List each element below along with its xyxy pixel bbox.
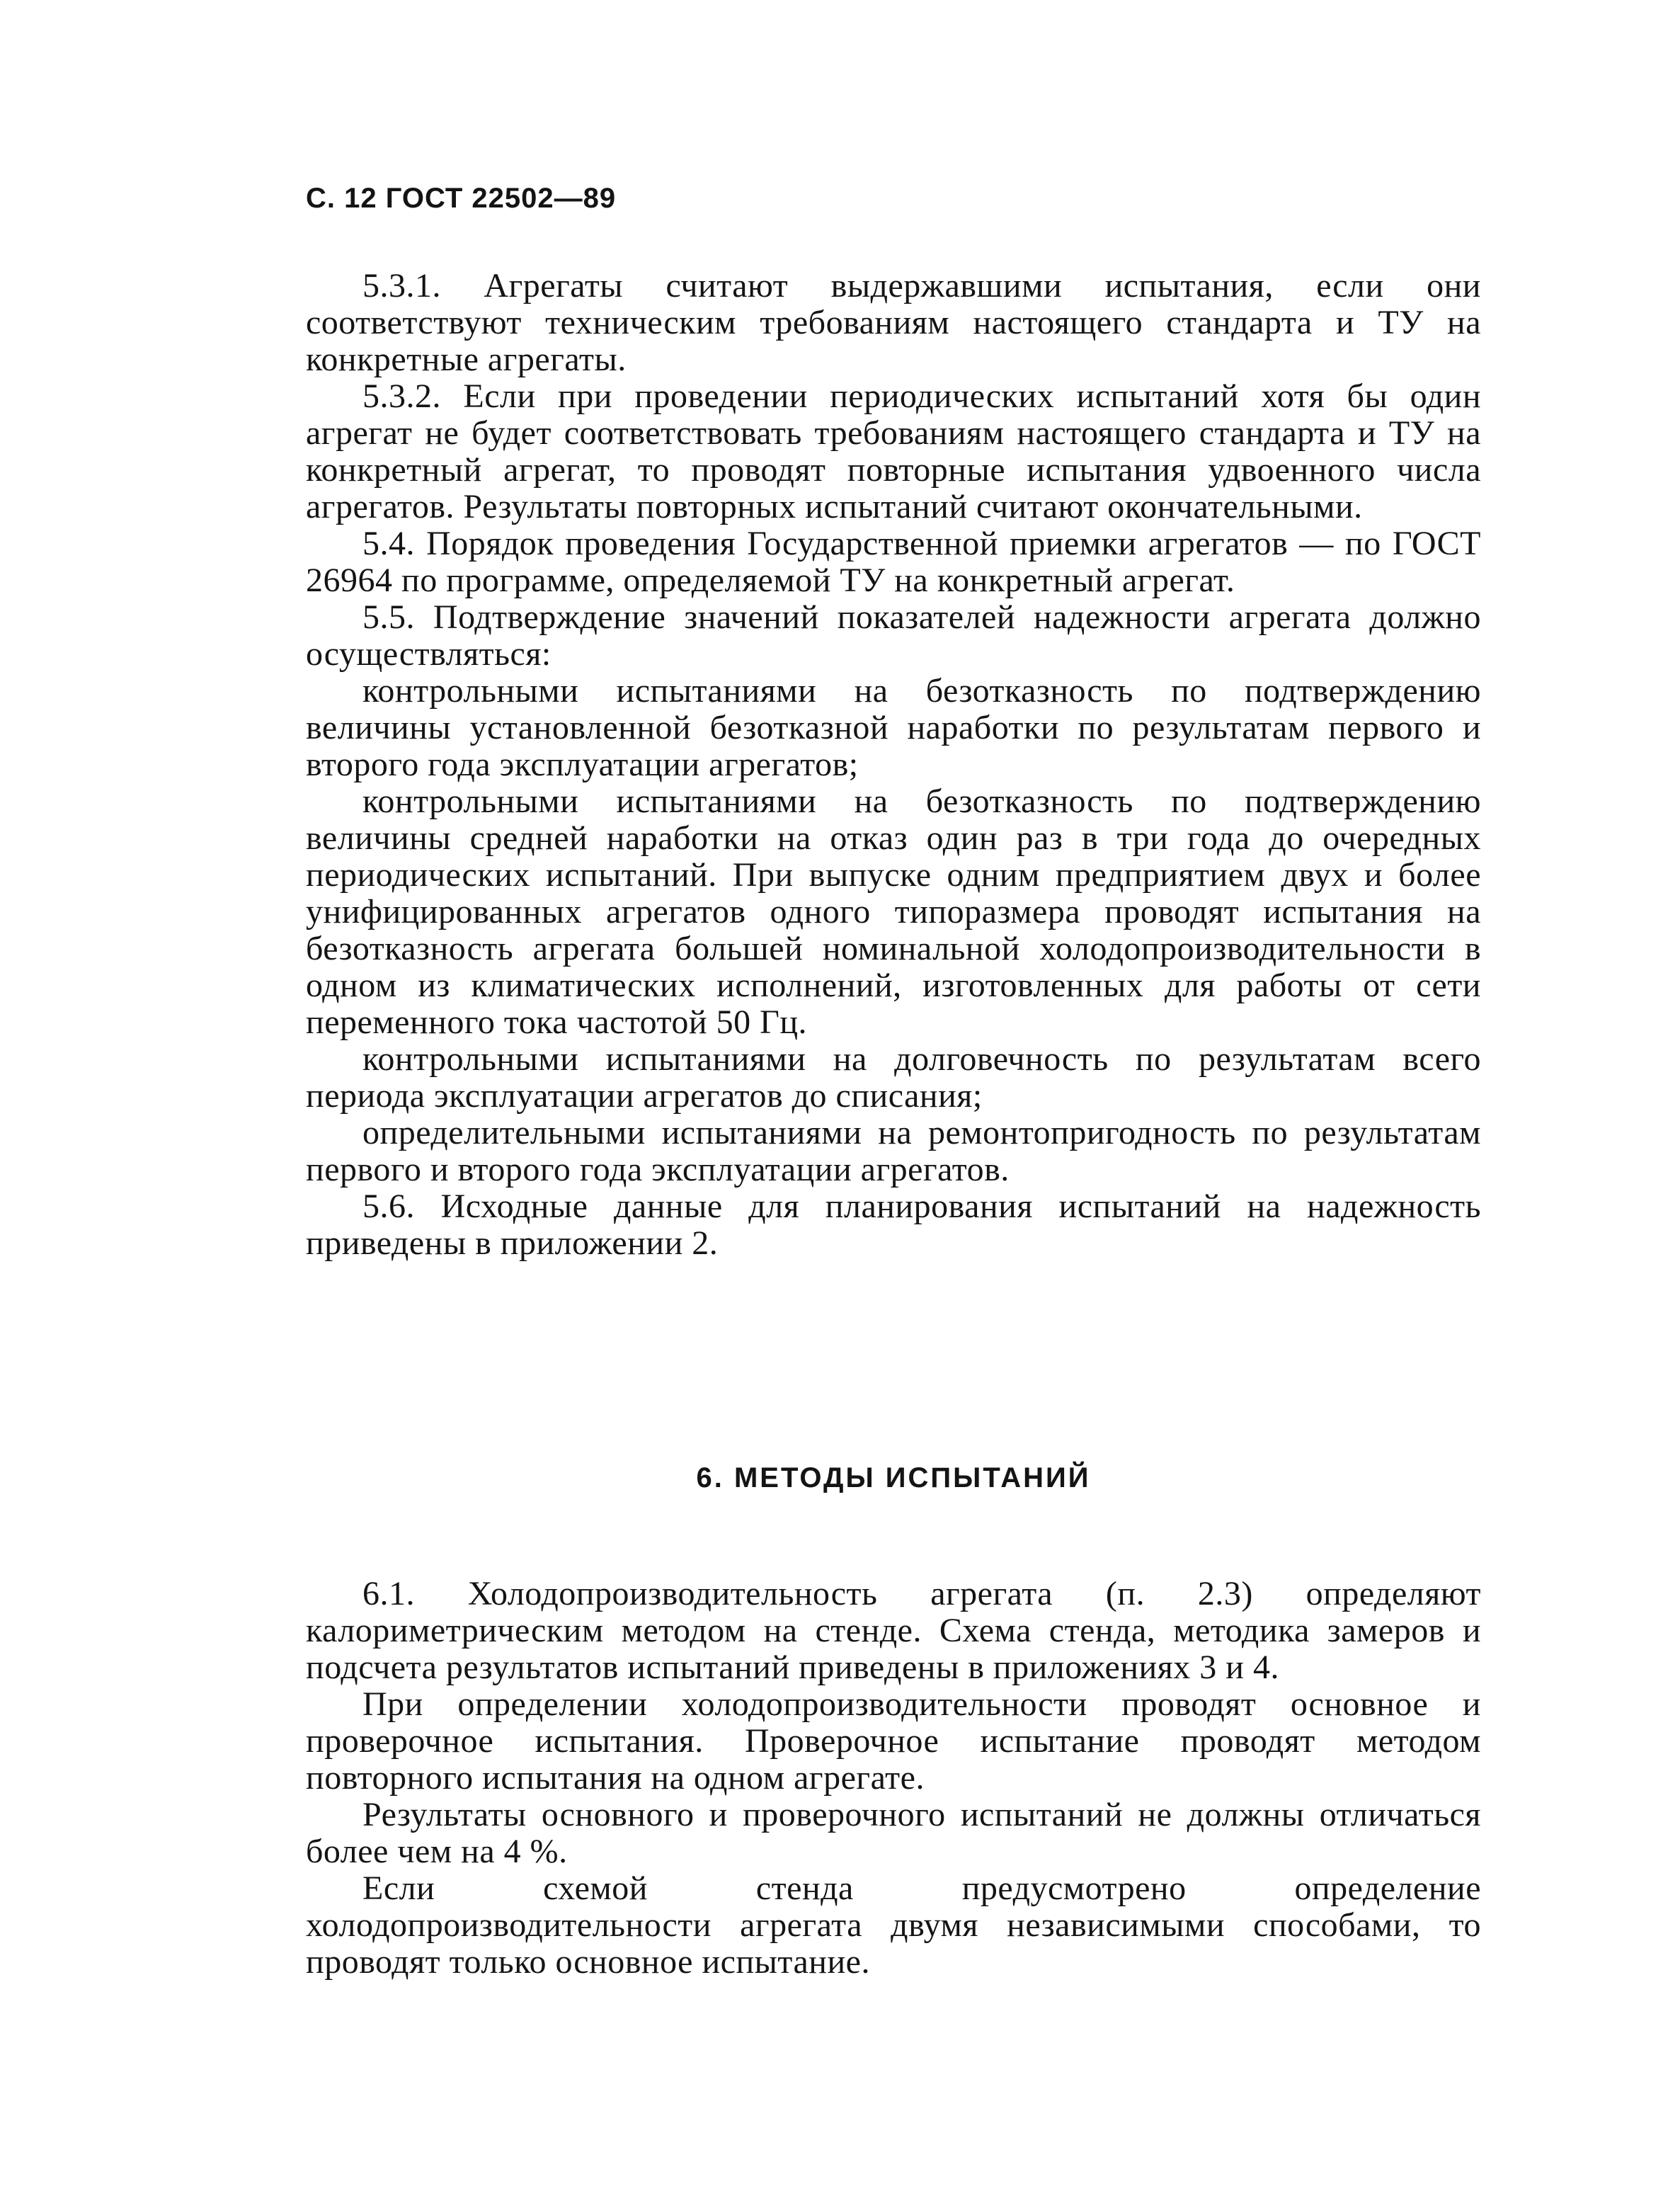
running-head: С. 12 ГОСТ 22502—89 — [306, 183, 617, 214]
paragraph-5-5-item-d: определительными испытаниями на ремонтопригодность по результатам первого и второго года эксплуатации агрегатов. — [306, 1114, 1481, 1188]
paragraph-6-1-a: При определении холодопроизводительности проводят основное и проверочное испытания. Проверочное испытание проводят методом повторного испытания на одном агрегате. — [306, 1685, 1481, 1797]
section-6-heading: 6. МЕТОДЫ ИСПЫТАНИЙ — [696, 1462, 1091, 1493]
paragraph-5-5-item-a: контрольными испытаниями на безотказность по подтверждению величины установленной безотказной наработки по результатам первого и второго года эксплуатации агрегатов; — [306, 672, 1481, 783]
paragraph-6-1-c: Если схемой стенда предусмотрено определение холодопроизводительности агрегата двумя независимыми способами, то проводят только основное испытание. — [306, 1869, 1481, 1981]
paragraph-5-5: 5.5. Подтверждение значений показателей надежности агрегата должно осуществляться: — [306, 598, 1481, 673]
section-5-text — [306, 268, 1481, 1262]
paragraph-6-1: 6.1. Холодопроизводительность агрегата (п. 2.3) определяют калориметрическим методом на стенде. Схема стенда, методика замеров и подсчета результатов испытаний приведены в приложениях 3 и 4. — [306, 1575, 1481, 1686]
paragraph-5-3-2: 5.3.2. Если при проведении периодических испытаний хотя бы один агрегат не будет соответствовать требованиям настоящего стандарта и ТУ на конкретный агрегат, то проводят повторные испытания удвоенного числа агрегатов. Результаты повторных испытаний считают окончательными. — [306, 377, 1481, 525]
paragraph-5-5-item-b: контрольными испытаниями на безотказность по подтверждению величины средней наработки на отказ один раз в три года до очередных периодических испытаний. При выпуске одним предприятием двух и более унифицированных агрегатов одного типоразмера проводят испытания на безотказность агрегата большей номинальной холодопроизводительности в одном из климатических исполнений, изготовленных для работы от сети переменного тока частотой 50 Гц. — [306, 782, 1481, 1041]
section-6-text — [306, 1576, 1481, 1981]
paragraph-5-5-item-c: контрольными испытаниями на долговечность по результатам всего периода эксплуатации агрегатов до списания; — [306, 1040, 1481, 1115]
paragraph-5-3-1: 5.3.1. Агрегаты считают выдержавшими испытания, если они соответствуют техническим требованиям настоящего стандарта и ТУ на конкретные агрегаты. — [306, 267, 1481, 378]
paragraph-5-6: 5.6. Исходные данные для планирования испытаний на надежность приведены в приложении 2. — [306, 1188, 1481, 1262]
paragraph-6-1-b: Результаты основного и проверочного испытаний не должны отличаться более чем на 4 %. — [306, 1796, 1481, 1870]
paragraph-5-4: 5.4. Порядок проведения Государственной приемки агрегатов — по ГОСТ 26964 по программе, определяемой ТУ на конкретный агрегат. — [306, 525, 1481, 599]
